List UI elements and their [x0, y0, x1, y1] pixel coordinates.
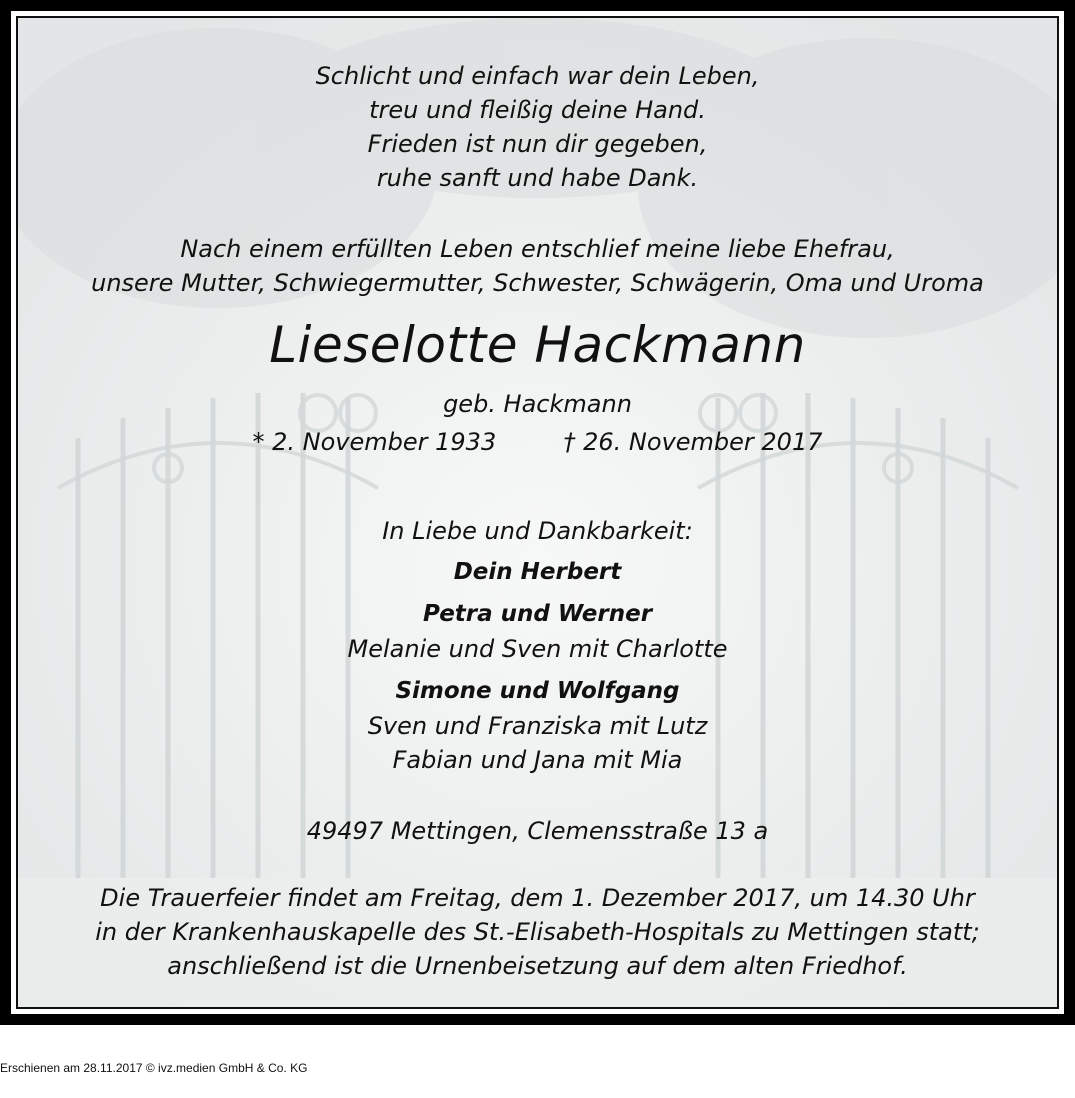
birth-name: geb. Hackmann [443, 390, 632, 418]
notice-inner [11, 11, 1064, 1014]
verse-line-1: Schlicht und einfach war dein Leben, [315, 62, 760, 90]
publication-footer: Erschienen am 28.11.2017 © ivz.medien GmbH & Co. KG [0, 1061, 308, 1075]
verse-line-2: treu und fleißig deine Hand. [369, 96, 706, 124]
mourner-line-6: Fabian und Jana mit Mia [392, 746, 683, 774]
verse-line-4: ruhe sanft und habe Dank. [376, 164, 699, 192]
mourners-heading: In Liebe und Dankbarkeit: [382, 517, 693, 545]
deceased-name: Lieselotte Hackmann [269, 316, 806, 374]
service-line-3: anschließend ist die Urnenbeisetzung auf dem alten Friedhof. [167, 952, 908, 980]
address: 49497 Mettingen, Clemensstraße 13 a [306, 817, 769, 845]
intro-line-1: Nach einem erfüllten Leben entschlief meine liebe Ehefrau, [180, 235, 895, 263]
verse-line-3: Frieden ist nun dir gegeben, [367, 130, 708, 158]
mourner-line-5: Sven und Franziska mit Lutz [367, 712, 708, 740]
mourner-line-2: Petra und Werner [422, 601, 653, 627]
intro-line-2: unsere Mutter, Schwiegermutter, Schwester, Schwägerin, Oma und Uroma [91, 269, 984, 297]
mourner-line-3: Melanie und Sven mit Charlotte [347, 635, 728, 663]
service-line-1: Die Trauerfeier findet am Freitag, dem 1. Dezember 2017, um 14.30 Uhr [100, 884, 975, 912]
notice-panel [16, 16, 1059, 1009]
life-dates [18, 428, 1057, 456]
notice-content [18, 18, 1057, 1007]
mourner-line-4: Simone und Wolfgang [395, 678, 680, 704]
mourner-line-1: Dein Herbert [453, 559, 622, 585]
service-line-2: in der Krankenhauskapelle des St.-Elisabeth-Hospitals zu Mettingen statt; [95, 918, 980, 946]
birth-date: * 2. November 1933 [252, 428, 497, 456]
death-date: † 26. November 2017 [563, 428, 823, 456]
